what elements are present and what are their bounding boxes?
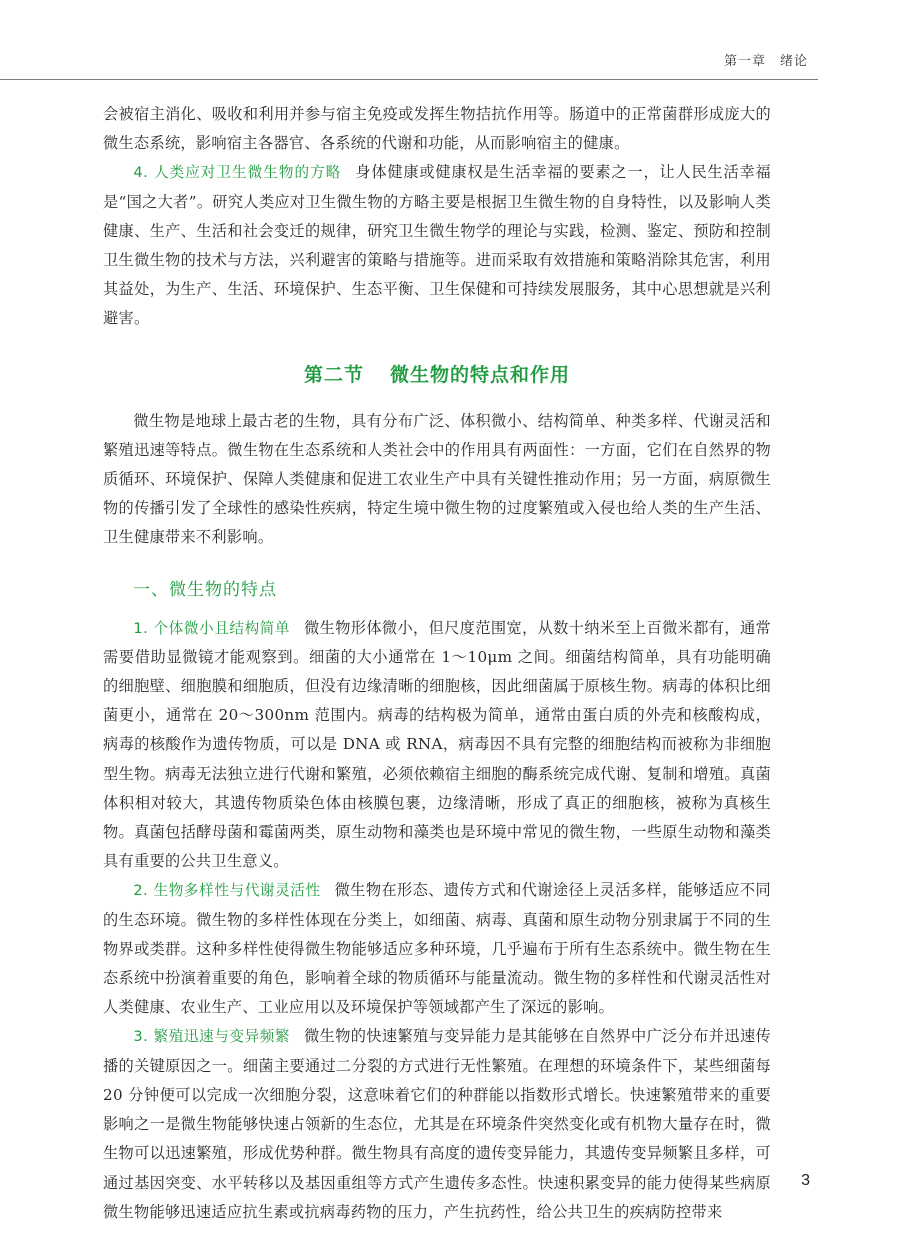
item-3-paragraph [103,1022,771,1226]
subsection-title: 一、微生物的特点 [133,579,277,600]
page-body [103,100,771,1227]
page-number: 3 [801,1172,810,1189]
item-1-heading: 1. 个体微小且结构简单 [133,619,291,637]
header-rule [0,79,818,80]
item-4-heading: 4. 人类应对卫生微生物的方略 [133,164,342,182]
section-intro-paragraph: 微生物是地球上最古老的生物，具有分布广泛、体积微小、结构简单、种类多样、代谢灵活和繁殖迅速等特点。微生物在生态系统和人类社会中的作用具有两面性：一方面，它们在自然界的物质循环、环境保护、保障人类健康和促进工农业生产中具有关键性推动作用；另一方面，病原微生物的传播引发了全球性的感染性疾病，特定生境中微生物的过度繁殖或入侵也给人类的生产生活、卫生健康带来不利影响。 [103,411,771,547]
item-3-text: 微生物的快速繁殖与变异能力是其能够在自然界中广泛分布并迅速传播的关键原因之一。细菌主要通过二分裂的方式进行无性繁殖。在理想的环境条件下，某些细菌每 20 分钟便可以完成一次细胞分裂，这意味着它们的种群能以指数形式增长。快速繁殖带来的重要影响之一是微生物能够快速占领新的生态位，尤其是在环境条件突然变化或有机物大量存在时，微生物可以迅速繁殖，形成优势种群。微生物具有高度的遗传变异能力，其遗传变异频繁且多样，可通过基因突变、水平转移以及基因重组等方式产生遗传多态性。快速积累变异的能力使得某些病原微生物能够迅速适应抗生素或抗病毒药物的压力，产生抗药性，给公共卫生的疾病防控带来 [103,1027,771,1221]
item-1-paragraph [103,614,771,877]
item-2-text: 微生物在形态、遗传方式和代谢途径上灵活多样，能够适应不同的生态环境。微生物的多样性体现在分类上，如细菌、病毒、真菌和原生动物分别隶属于不同的生物界或类群。这种多样性使得微生物能够适应多种环境，几乎遍布于所有生态系统中。微生物在生态系统中扮演着重要的角色，影响着全球的物质循环与能量流动。微生物的多样性和代谢灵活性对人类健康、农业生产、工业应用以及环境保护等领域都产生了深远的影响。 [103,881,771,1017]
item-2-paragraph [103,876,771,1022]
section-title [103,360,771,387]
section-title-text: 微生物的特点和作用 [390,363,571,386]
item-4-paragraph [103,158,771,333]
item-1-text: 微生物形体微小，但尺度范围宽，从数十纳米至上百微米都有，通常需要借助显微镜才能观察到。细菌的大小通常在 1～10μm 之间。细菌结构简单，具有功能明确的细胞壁、细胞膜和细胞质，但没有边缘清晰的细胞核，因此细菌属于原核生物。病毒的体积比细菌更小，通常在 20～300nm 范围内。病毒的结构极为简单，通常由蛋白质的外壳和核酸构成，病毒的核酸作为遗传物质，可以是 DNA 或 RNA，病毒因不具有完整的细胞结构而被称为非细胞型生物。病毒无法独立进行代谢和繁殖，必须依赖宿主细胞的酶系统完成代谢、复制和增殖。真菌体积相对较大，其遗传物质染色体由核膜包裹，边缘清晰，形成了真正的细胞核，被称为真核生物。真菌包括酵母菌和霉菌两类，原生动物和藻类也是环境中常见的微生物，一些原生动物和藻类具有重要的公共卫生意义。 [103,618,771,871]
intro-continuation-paragraph: 会被宿主消化、吸收和利用并参与宿主免疫或发挥生物拮抗作用等。肠道中的正常菌群形成庞大的微生态系统，影响宿主各器官、各系统的代谢和功能，从而影响宿主的健康。 [103,105,771,153]
item-3-heading: 3. 繁殖迅速与变异频繁 [133,1028,291,1046]
section-number: 第二节 [303,363,364,386]
item-4-text: 身体健康或健康权是生活幸福的要素之一，让人民生活幸福是“国之大者”。研究人类应对卫生微生物的方略主要是根据卫生微生物的自身特性，以及影响人类健康、生产、生活和社会变迁的规律，研究卫生微生物学的理论与实践，检测、鉴定、预防和控制卫生微生物的技术与方法，兴利避害的策略与措施等。进而采取有效措施和策略消除其危害，利用其益处，为生产、生活、环境保护、生态平衡、卫生保健和可持续发展服务，其中心思想就是兴利避害。 [103,163,771,328]
running-head: 第一章 绪论 [723,54,808,69]
item-2-heading: 2. 生物多样性与代谢灵活性 [133,882,321,900]
